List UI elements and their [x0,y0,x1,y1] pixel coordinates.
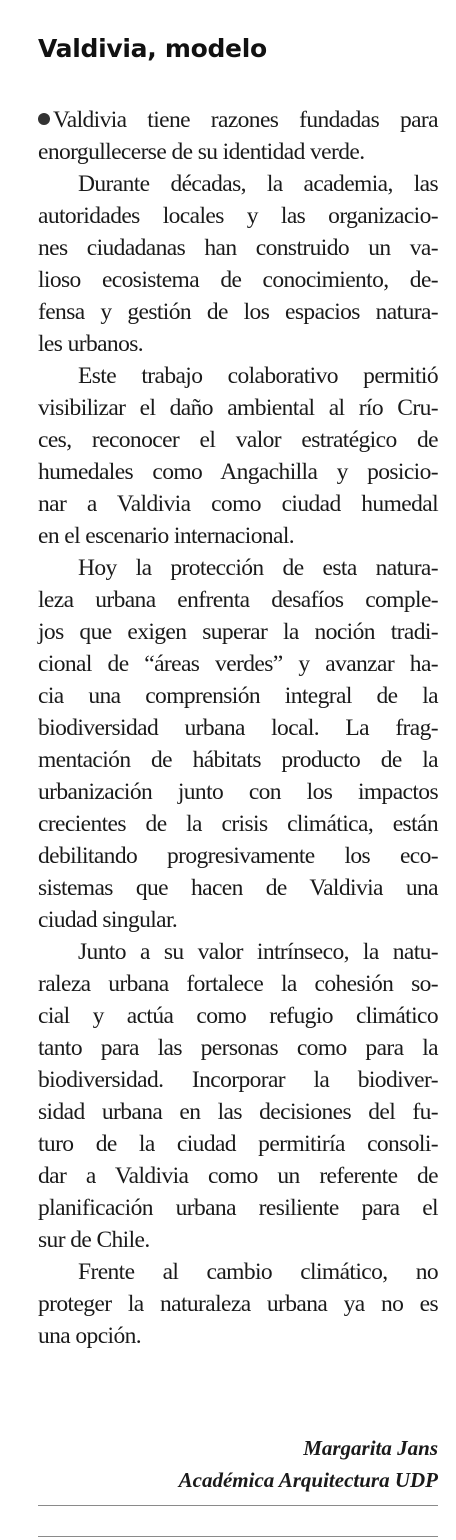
bullet-icon [38,113,50,125]
text-line: Valdivia tiene razones fundadas para [38,104,438,136]
text-line: visibilizar el daño ambiental al río Cru- [38,395,438,421]
text-line: tanto para las personas como para la [38,1035,438,1061]
paragraph-4 [38,552,438,936]
text-line: Junto a su valor intrínseco, la natu- [78,939,438,965]
text-line: leza urbana enfrenta desafíos comple- [38,587,438,613]
text-line: ciudad singular. [38,907,178,933]
text-line: proteger la naturaleza urbana ya no es [38,1291,438,1317]
signature-block [179,1432,438,1496]
text-line: sistemas que hacen de Valdivia una [38,875,438,901]
paragraph-3 [38,360,438,552]
text-line: Este trabajo colaborativo permitió [78,363,438,389]
text-line: cia una comprensión integral de la [38,683,438,709]
headline: Valdivia, modelo [38,34,267,63]
author-role: Académica Arquitectura UDP [178,1468,438,1492]
letter-body [38,104,438,1352]
text-line: les urbanos. [38,331,144,357]
paragraph-1 [38,104,438,168]
text-line: dar a Valdivia como un referente de [38,1163,438,1189]
text-line: urbanización junto con los impactos [38,779,438,805]
text-line: sidad urbana en las decisiones del fu- [38,1099,438,1125]
text-line: nes ciudadanas han construido un va- [38,235,438,261]
text-line: mentación de hábitats producto de la [38,747,438,773]
divider-line [38,1505,438,1506]
paragraph-5 [38,936,438,1256]
text-line: jos que exigen superar la noción tradi- [38,619,438,645]
text-line: autoridades locales y las organizacio- [38,203,438,229]
text-line: lioso ecosistema de conocimiento, de- [38,267,438,293]
text-line: biodiversidad. Incorporar la biodiver- [38,1067,438,1093]
text-line: debilitando progresivamente los eco- [38,843,438,869]
text-line: fensa y gestión de los espacios natura- [38,299,438,325]
text-line: Durante décadas, la academia, las [78,171,438,197]
text-line: Frente al cambio climático, no [78,1259,438,1285]
paragraph-6 [38,1256,438,1352]
text-line: turo de la ciudad permitiría consoli- [38,1131,438,1157]
text-line: biodiversidad urbana local. La frag- [38,715,438,741]
text-line: raleza urbana fortalece la cohesión so- [38,971,438,997]
divider-line [38,1536,438,1537]
text-line: nar a Valdivia como ciudad humedal [38,491,438,517]
text-line: crecientes de la crisis climática, están [38,811,438,837]
text-line: planificación urbana resiliente para el [38,1195,438,1221]
text-line: cial y actúa como refugio climático [38,1003,438,1029]
text-line: cional de “áreas verdes” y avanzar ha- [38,651,438,677]
text-line: Hoy la protección de esta natura- [78,555,438,581]
text-line: humedales como Angachilla y posicio- [38,459,438,485]
author-name: Margarita Jans [303,1436,438,1460]
text-line: en el escenario internacional. [38,523,295,549]
text-line: enorgullecerse de su identidad verde. [38,139,365,165]
paragraph-2 [38,168,438,360]
text-line: ces, reconocer el valor estratégico de [38,427,438,453]
text-line: sur de Chile. [38,1227,150,1253]
text-line: una opción. [38,1323,142,1349]
